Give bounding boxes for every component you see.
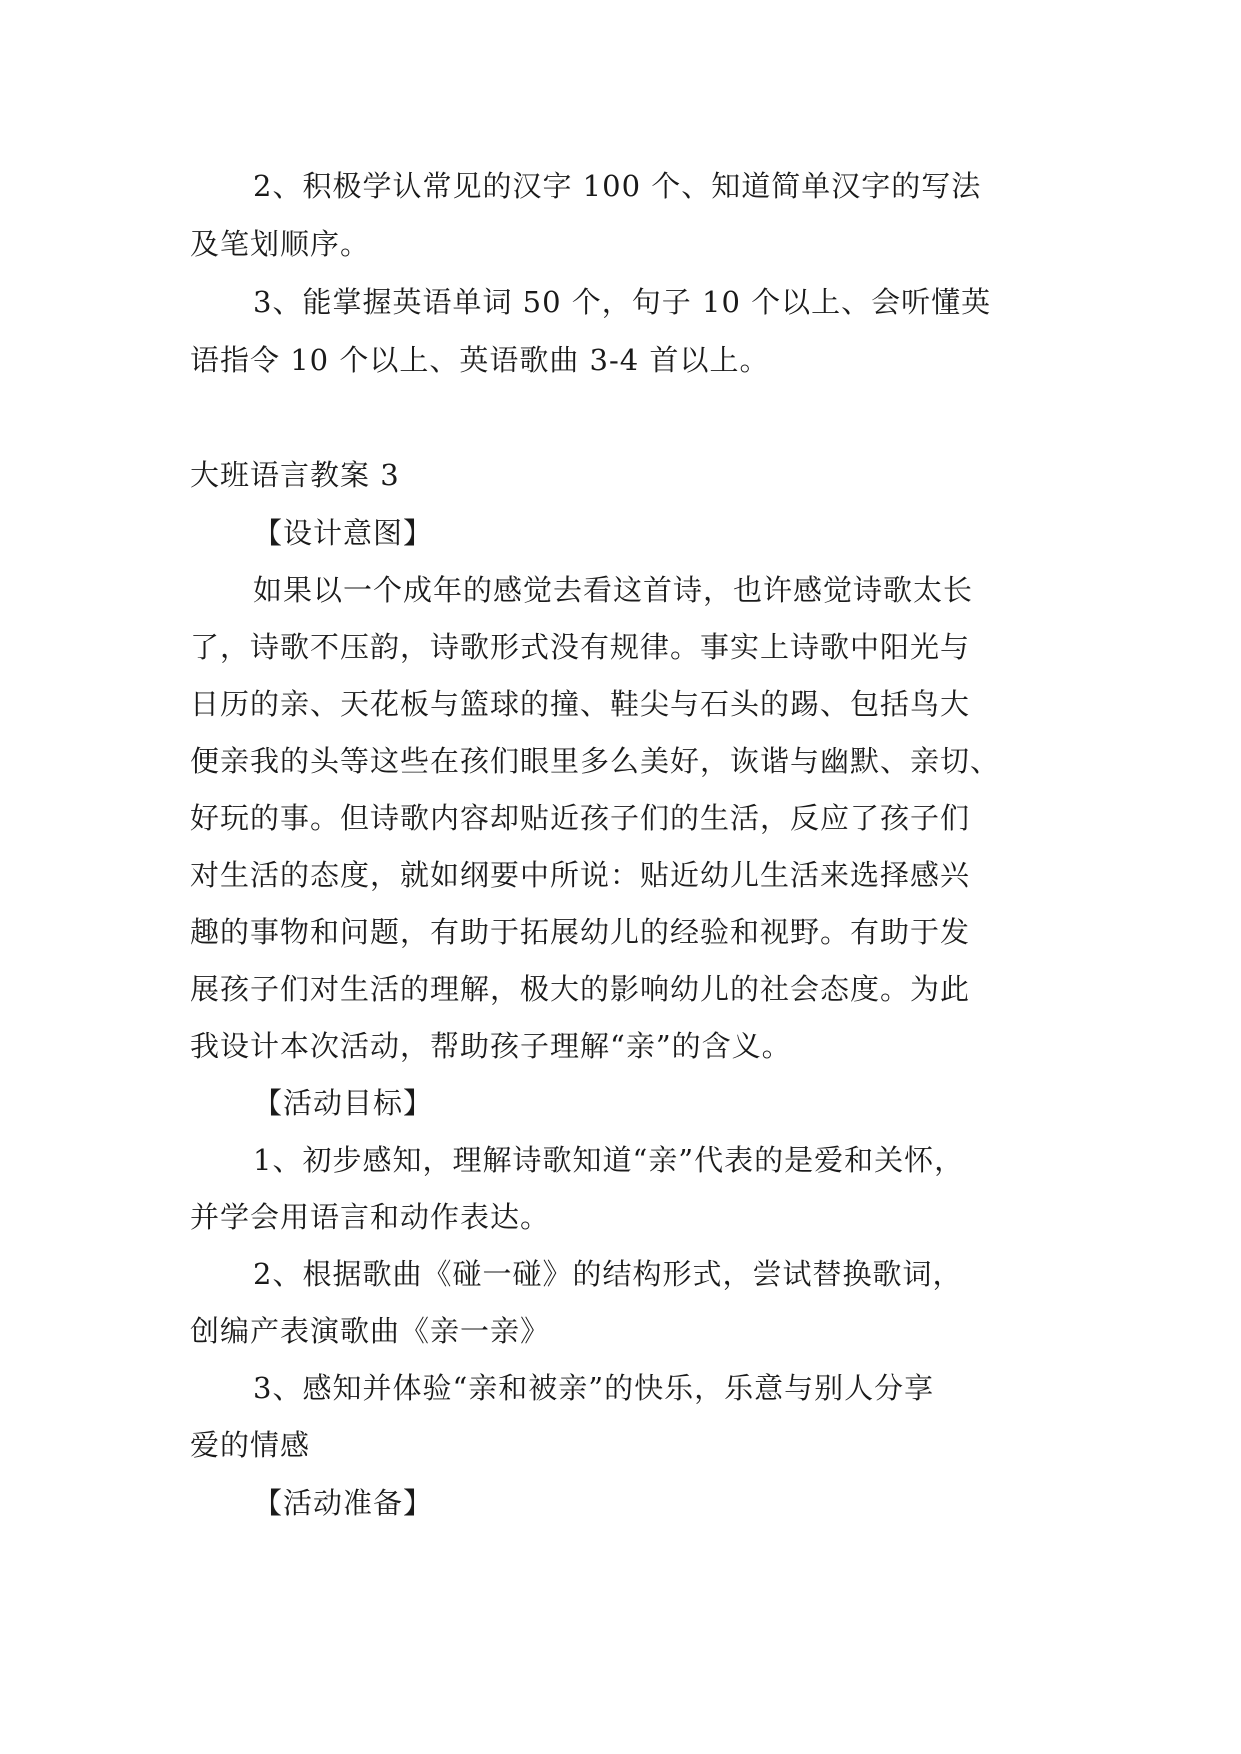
design-intent-line-1: 如果以一个成年的感觉去看这首诗，也许感觉诗歌太长 bbox=[253, 573, 974, 607]
goal-2-line-1: 2、积极学认常见的汉字 100 个、知道简单汉字的写法 bbox=[253, 169, 982, 203]
goal-3-line-2: 语指令 10 个以上、英语歌曲 3-4 首以上。 bbox=[190, 343, 770, 377]
design-intent-line-7: 趣的事物和问题，有助于拓展幼儿的经验和视野。有助于发 bbox=[190, 915, 971, 949]
design-intent-line-5: 好玩的事。但诗歌内容却贴近孩子们的生活，反应了孩子们 bbox=[190, 801, 971, 835]
design-intent-line-3: 日历的亲、天花板与篮球的撞、鞋尖与石头的踢、包括鸟大 bbox=[190, 687, 971, 721]
activity-goal-2-line-2: 创编产表演歌曲《亲一亲》 bbox=[190, 1314, 551, 1348]
activity-goal-1-line-1: 1、初步感知，理解诗歌知道“亲”代表的是爱和关怀， bbox=[253, 1143, 965, 1177]
activity-goal-3-line-2: 爱的情感 bbox=[190, 1428, 311, 1462]
design-intent-line-2: 了，诗歌不压韵，诗歌形式没有规律。事实上诗歌中阳光与 bbox=[190, 630, 971, 664]
activity-prep-heading: 【活动准备】 bbox=[253, 1486, 434, 1520]
section-title: 大班语言教案 3 bbox=[190, 458, 400, 492]
design-intent-line-6: 对生活的态度，就如纲要中所说：贴近幼儿生活来选择感兴 bbox=[190, 858, 971, 892]
design-intent-line-8: 展孩子们对生活的理解，极大的影响幼儿的社会态度。为此 bbox=[190, 972, 971, 1006]
design-intent-line-9: 我设计本次活动，帮助孩子理解“亲”的含义。 bbox=[190, 1029, 792, 1063]
activity-goal-1-line-2: 并学会用语言和动作表达。 bbox=[190, 1200, 551, 1234]
activity-goals-heading: 【活动目标】 bbox=[253, 1086, 434, 1120]
activity-goal-3-line-1: 3、感知并体验“亲和被亲”的快乐，乐意与别人分享 bbox=[253, 1371, 935, 1405]
goal-2-line-2: 及笔划顺序。 bbox=[190, 227, 371, 261]
activity-goal-2-line-1: 2、根据歌曲《碰一碰》的结构形式，尝试替换歌词， bbox=[253, 1257, 963, 1291]
goal-3-line-1: 3、能掌握英语单词 50 个，句子 10 个以上、会听懂英 bbox=[253, 285, 992, 319]
design-intent-heading: 【设计意图】 bbox=[253, 516, 434, 550]
design-intent-line-4: 便亲我的头等这些在孩们眼里多么美好，诙谐与幽默、亲切、 bbox=[190, 744, 1001, 778]
